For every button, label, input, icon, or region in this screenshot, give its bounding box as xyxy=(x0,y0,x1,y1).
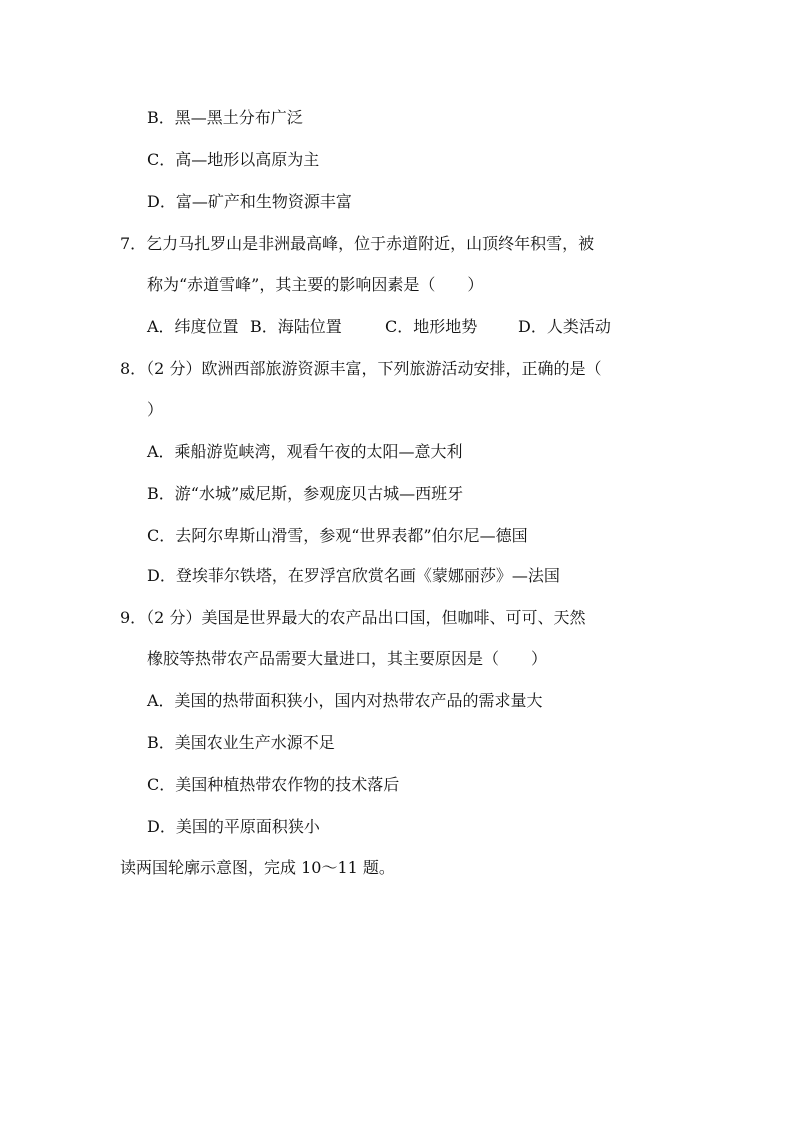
q8-option-c: C．去阿尔卑斯山滑雪，参观“世界表都”伯尔尼—德国 xyxy=(147,526,528,545)
q9-stem-line2: 橡胶等热带农产品需要大量进口，其主要原因是（ ） xyxy=(147,649,548,668)
q8-stem-line1: 8．（2 分）欧洲西部旅游资源丰富，下列旅游活动安排，正确的是（ xyxy=(120,359,602,378)
q6-option-c: C．高—地形以高原为主 xyxy=(147,150,320,169)
q7-option-c: C．地形地势 xyxy=(385,317,478,336)
q7-options-row xyxy=(147,317,611,337)
q6-option-d: D．富—矿产和生物资源丰富 xyxy=(147,192,352,211)
q9-stem-line1: 9．（2 分）美国是世界最大的农产品出口国，但咖啡、可可、天然 xyxy=(120,608,586,627)
instruction-text: 读两国轮廓示意图，完成 10～11 题。 xyxy=(120,858,395,877)
q8-option-d: D．登埃菲尔铁塔，在罗浮宫欣赏名画《蒙娜丽莎》—法国 xyxy=(147,566,560,585)
q6-option-b: B．黑—黑土分布广泛 xyxy=(147,108,303,127)
q7-stem-line2: 称为“赤道雪峰”，其主要的影响因素是（ ） xyxy=(147,275,484,294)
q8-option-b: B．游“水城”威尼斯，参观庞贝古城—西班牙 xyxy=(147,484,464,503)
q9-option-a: A．美国的热带面积狭小，国内对热带农产品的需求量大 xyxy=(147,691,543,710)
q7-option-b: B．海陆位置 xyxy=(250,317,342,336)
q8-stem-line2: ） xyxy=(147,400,164,419)
q9-option-b: B．美国农业生产水源不足 xyxy=(147,733,335,752)
q9-option-c: C．美国种植热带农作物的技术落后 xyxy=(147,775,400,794)
q8-option-a: A．乘船游览峡湾，观看午夜的太阳—意大利 xyxy=(147,442,463,461)
q9-option-d: D．美国的平原面积狭小 xyxy=(147,817,320,836)
q7-option-d: D．人类活动 xyxy=(518,317,611,336)
q7-option-a: A．纬度位置 xyxy=(147,317,239,336)
q7-stem-line1: 7．乞力马扎罗山是非洲最高峰，位于赤道附近，山顶终年积雪，被 xyxy=(120,234,595,253)
